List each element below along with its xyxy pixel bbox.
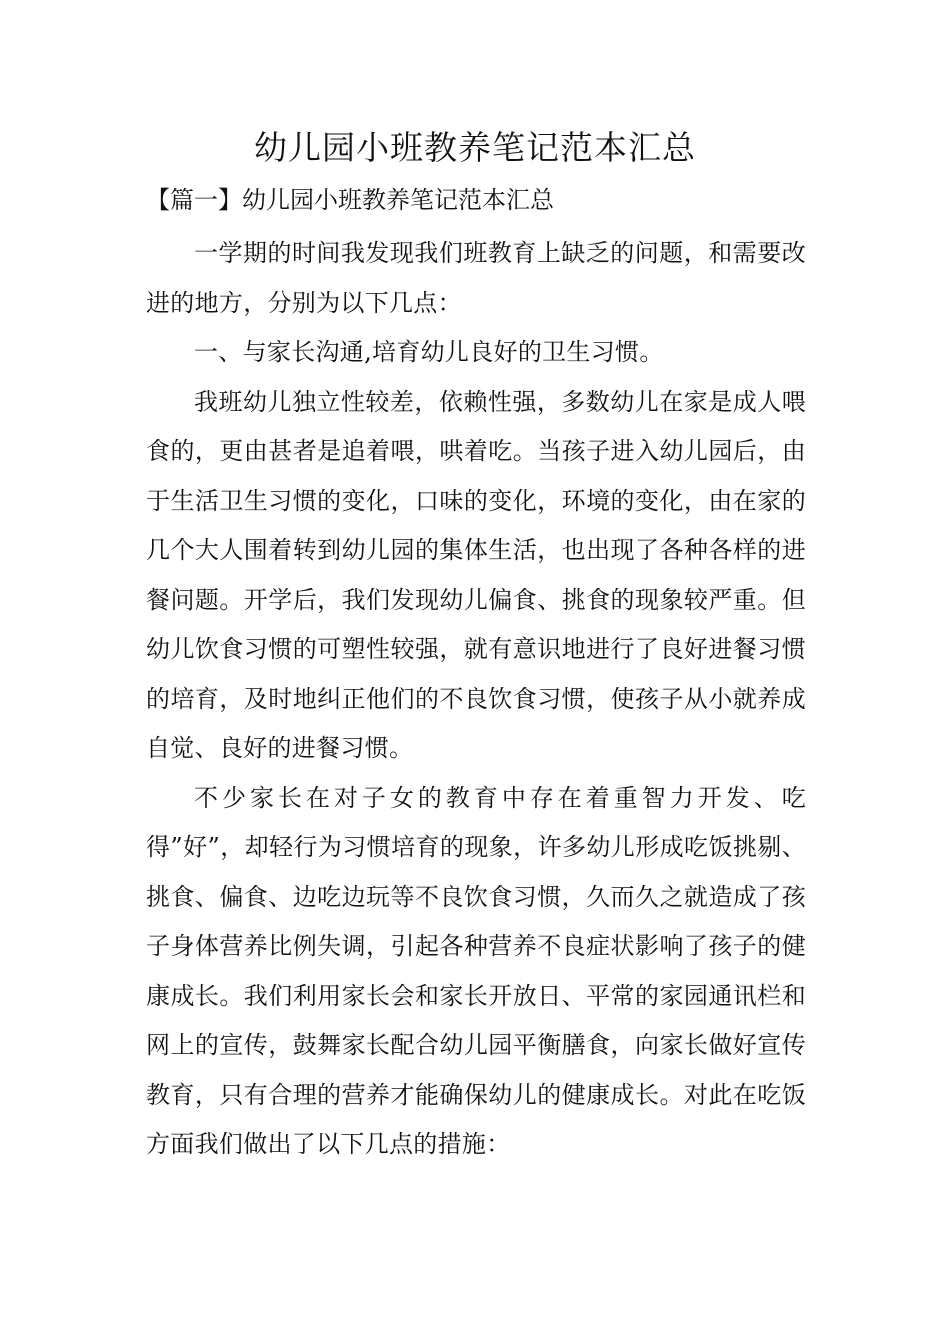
- paragraph-intro: 一学期的时间我发现我们班教育上缺乏的问题，和需要改进的地方，分别为以下几点：: [146, 239, 806, 317]
- paragraph-parent-education: 不少家长在对子女的教育中存在着重智力开发、吃得”好”，却轻行为习惯培育的现象，许多幼儿形成吃饭挑剔、挑食、偏食、边吃边玩等不良饮食习惯，久而久之就造成了孩子身体营养比例失调，引起各种营养不良症状影响了孩子的健康成长。我们利用家长会和家长开放日、平常的家园通讯栏和网上的宣传，鼓舞家长配合幼儿园平衡膳食，向家长做好宣传教育，只有合理的营养才能确保幼儿的健康成长。对此在吃饭方面我们做出了以下几点的措施：: [146, 783, 806, 1158]
- paragraph-class-situation: 我班幼儿独立性较差，依赖性强，多数幼儿在家是成人喂食的，更由甚者是追着喂，哄着吃。当孩子进入幼儿园后，由于生活卫生习惯的变化，口味的变化，环境的变化，由在家的几个大人围着转到幼儿园的集体生活，也出现了各种各样的进餐问题。开学后，我们发现幼儿偏食、挑食的现象较严重。但幼儿饮食习惯的可塑性较强，就有意识地进行了良好进餐习惯的培育，及时地纠正他们的不良饮食习惯，使孩子从小就养成自觉、良好的进餐习惯。: [146, 387, 806, 762]
- section-heading: 【篇一】幼儿园小班教养笔记范本汇总: [146, 186, 554, 214]
- document-title: 幼儿园小班教养笔记范本汇总: [254, 128, 696, 167]
- paragraph-point-one: 一、与家长沟通,培育幼儿良好的卫生习惯。: [194, 338, 664, 366]
- document-body: [146, 229, 806, 1170]
